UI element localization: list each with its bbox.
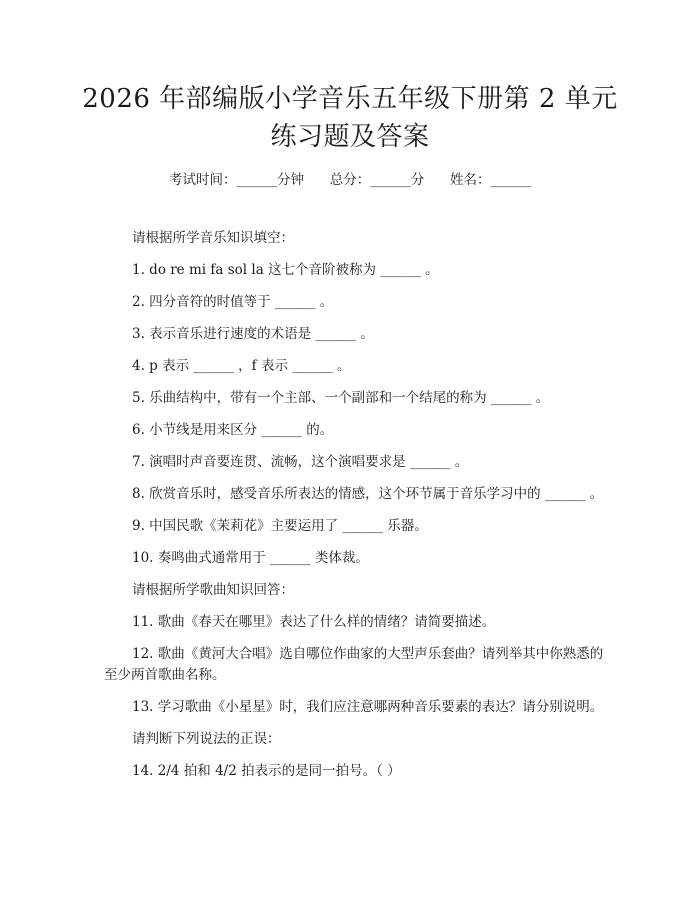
exam-time: 考试时间：______分钟 (169, 172, 304, 188)
exam-info (0, 170, 700, 190)
title-line-1: 2026 年部编版小学音乐五年级下册第 2 单元 (82, 84, 618, 114)
question-1: 1. do re mi fa sol la 这七个音阶被称为 ______ 。 (132, 262, 439, 278)
question-6: 6. 小节线是用来区分 ______ 的。 (132, 422, 334, 438)
question-9: 9. 中国民歌《茉莉花》主要运用了 ______ 乐器。 (132, 518, 428, 534)
question-14: 14. 2/4 拍和 4/2 拍表示的是同一拍号。（ ） (132, 763, 401, 779)
question-5: 5. 乐曲结构中，带有一个主部、一个副部和一个结尾的称为 ______ 。 (132, 390, 550, 406)
question-8: 8. 欣赏音乐时，感受音乐所表达的情感，这个环节属于音乐学习中的 ______ 。 (132, 486, 604, 502)
question-3: 3. 表示音乐进行速度的术语是 ______ 。 (132, 326, 374, 342)
title-line-2: 练习题及答案 (270, 122, 430, 152)
question-4: 4. p 表示 ______ ，f 表示 ______ 。 (132, 358, 351, 374)
section-heading-fill-blank: 请根据所学音乐知识填空： (132, 230, 294, 246)
student-name: 姓名：______ (450, 172, 531, 188)
question-2: 2. 四分音符的时值等于 ______ 。 (132, 294, 334, 310)
total-score: 总分：______分 (329, 172, 425, 188)
page-title (60, 80, 640, 156)
question-12: 12. 歌曲《黄河大合唱》选自哪位作曲家的大型声乐套曲？请列举其中你熟悉的至少两首歌曲名称。 (104, 646, 604, 683)
question-7: 7. 演唱时声音要连贯、流畅，这个演唱要求是 ______ 。 (132, 454, 469, 470)
section-heading-true-false: 请判断下列说法的正误： (132, 731, 281, 747)
content (104, 228, 604, 782)
question-10: 10. 奏鸣曲式通常用于 ______ 类体裁。 (132, 550, 369, 566)
section-heading-songs: 请根据所学歌曲知识回答： (132, 582, 294, 598)
question-11: 11. 歌曲《春天在哪里》表达了什么样的情绪？请简要描述。 (132, 614, 496, 630)
question-13: 13. 学习歌曲《小星星》时，我们应注意哪两种音乐要素的表达？请分别说明。 (132, 699, 604, 715)
